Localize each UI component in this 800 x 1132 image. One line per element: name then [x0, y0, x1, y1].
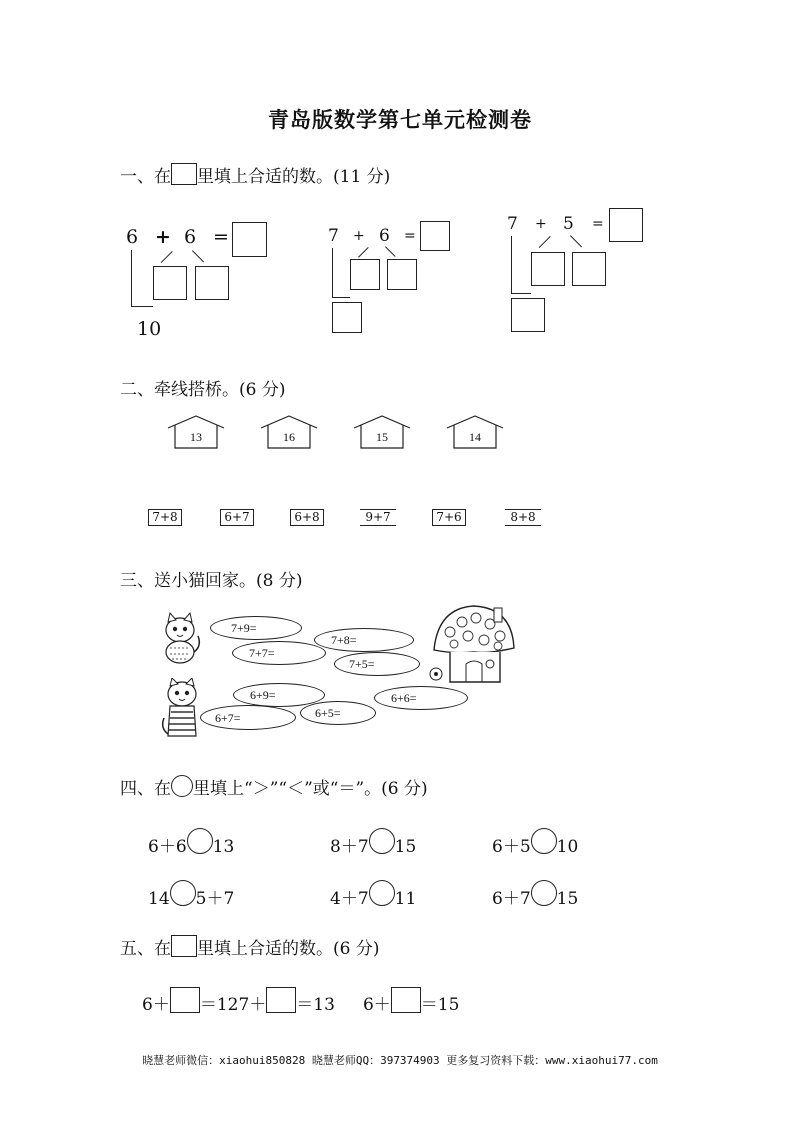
expression-card[interactable]: 7+6 [432, 509, 466, 526]
q1-1-addend-b: 6 [184, 226, 197, 248]
section-4-heading [120, 774, 428, 799]
equation-part: 7＋ [238, 995, 267, 1015]
oval-expression: 6+7= [215, 711, 241, 725]
q1-2-equals: = [404, 228, 416, 244]
q1-2-connector [332, 297, 350, 298]
section-1-suffix: 里填上合适的数。(11 分) [197, 167, 391, 187]
answer-box-symbol [171, 163, 197, 185]
house-card[interactable] [446, 414, 504, 450]
page-footer: 晓慧老师微信：xiaohui850828 晓慧老师QQ：397374903 更多复习资料下载：www.xiaohui77.com [142, 1054, 658, 1067]
mushroom-house-icon [428, 602, 518, 690]
q1-2-split-line [358, 247, 369, 258]
page-title: 青岛版数学第七单元检测卷 [268, 108, 532, 132]
compare-left: 6＋6 [148, 837, 187, 857]
equation-oval[interactable] [210, 616, 302, 640]
house-number: 15 [376, 430, 388, 444]
fill-box[interactable] [170, 987, 200, 1013]
compare-left: 6＋5 [492, 837, 531, 857]
q1-3-split-line [539, 236, 551, 248]
section-5-prefix: 五、在 [120, 939, 171, 959]
q1-2-split-line [385, 246, 396, 257]
section-4-suffix: 里填上“＞”“＜”或“＝”。(6 分) [193, 779, 428, 799]
q1-2-split-box-b[interactable] [387, 259, 417, 290]
equation-part: ＝13 [296, 995, 335, 1015]
fill-box[interactable] [266, 987, 296, 1013]
q1-1-split-line [161, 251, 173, 263]
compare-right: 11 [394, 889, 417, 909]
q1-1-sum-box[interactable] [232, 222, 267, 257]
compare-left: 14 [148, 889, 170, 909]
compare-circle[interactable] [369, 880, 395, 906]
compare-circle[interactable] [187, 828, 213, 854]
compare-item [148, 828, 234, 857]
q1-3-addend-b: 5 [563, 214, 574, 234]
equation-oval[interactable] [232, 641, 326, 665]
q1-3-connector [511, 236, 512, 294]
oval-expression: 7+5= [349, 657, 375, 671]
q1-1-equals: = [213, 226, 229, 248]
q1-2-addend-b: 6 [379, 226, 390, 246]
equation-oval[interactable] [300, 701, 376, 725]
q1-3-result-box[interactable] [511, 298, 545, 332]
oval-expression: 6+9= [250, 688, 276, 702]
q1-3-split-box-a[interactable] [531, 252, 565, 286]
compare-circle[interactable] [369, 828, 395, 854]
house-number: 14 [469, 430, 481, 444]
compare-left: 4＋7 [330, 889, 369, 909]
oval-expression: 6+6= [391, 691, 417, 705]
q1-1-addend-a: 6 [126, 226, 139, 248]
house-card[interactable] [260, 414, 318, 450]
compare-circle[interactable] [170, 880, 196, 906]
expression-card[interactable]: 9+7 [360, 509, 396, 526]
q1-3-split-line [570, 235, 582, 247]
equation-part: 6＋ [142, 995, 170, 1015]
compare-left: 6＋7 [492, 889, 531, 909]
section-3-heading: 三、送小猫回家。(8 分) [120, 571, 303, 591]
fill-box[interactable] [391, 987, 421, 1013]
section-2-heading: 二、牵线搭桥。(6 分) [120, 380, 286, 400]
compare-left: 8＋7 [330, 837, 369, 857]
expression-card[interactable]: 7+8 [148, 509, 182, 526]
section-1-heading [120, 162, 390, 187]
expression-card[interactable]: 6+7 [220, 509, 254, 526]
equation-part: ＝12 [199, 995, 239, 1015]
equation-part: 6＋ [362, 995, 391, 1015]
equation-part: ＝15 [420, 995, 460, 1015]
section-5-heading [120, 934, 379, 959]
q1-2-operator: + [353, 228, 365, 244]
q1-2-result-box[interactable] [332, 302, 362, 333]
compare-right: 15 [394, 837, 417, 857]
house-card[interactable] [353, 414, 411, 450]
compare-item [330, 828, 416, 857]
q1-3-sum-box[interactable] [609, 208, 643, 242]
expression-card[interactable]: 6+8 [290, 509, 324, 526]
oval-expression: 6+5= [315, 706, 341, 720]
compare-right: 13 [212, 837, 235, 857]
compare-circle[interactable] [531, 828, 557, 854]
q1-1-split-line [192, 250, 204, 262]
equation-oval[interactable] [200, 705, 296, 730]
q1-2-split-box-a[interactable] [350, 259, 380, 290]
compare-item [492, 880, 578, 909]
compare-right: 5＋7 [195, 889, 235, 909]
q1-1-split-box-a[interactable] [153, 266, 187, 300]
q1-1-connector [131, 306, 153, 307]
q1-2-addend-a: 7 [328, 226, 339, 246]
cat-illustration-icon [158, 612, 204, 664]
answer-circle-symbol [171, 775, 193, 797]
compare-item [148, 880, 234, 909]
equation-oval[interactable] [374, 686, 468, 710]
q1-1-operator: + [155, 226, 171, 248]
equation-oval[interactable] [334, 652, 420, 676]
section-1-prefix: 一、在 [120, 167, 171, 187]
fill-equations [142, 987, 459, 1015]
q1-3-operator: + [535, 216, 547, 232]
q1-2-connector [332, 248, 333, 298]
q1-1-connector [131, 250, 132, 307]
house-number: 16 [283, 430, 295, 444]
q1-2-sum-box[interactable] [420, 221, 450, 251]
compare-right: 15 [556, 889, 579, 909]
section-4-prefix: 四、在 [120, 779, 171, 799]
cat-illustration-icon [158, 678, 204, 740]
q1-3-addend-a: 7 [507, 214, 518, 234]
q1-1-hint: 10 [137, 318, 162, 340]
oval-expression: 7+8= [331, 633, 357, 647]
q1-3-split-box-b[interactable] [572, 252, 606, 286]
house-card[interactable] [167, 414, 225, 450]
oval-expression: 7+9= [231, 621, 257, 635]
compare-circle[interactable] [531, 880, 557, 906]
q1-3-connector [511, 293, 531, 294]
q1-1-split-box-b[interactable] [195, 266, 229, 300]
compare-right: 10 [556, 837, 579, 857]
compare-item [492, 828, 578, 857]
expression-card[interactable]: 8+8 [505, 509, 541, 526]
answer-box-symbol [171, 935, 197, 957]
section-5-suffix: 里填上合适的数。(6 分) [197, 939, 380, 959]
oval-expression: 7+7= [249, 646, 275, 660]
compare-item [330, 880, 416, 909]
house-number: 13 [190, 430, 202, 444]
equation-oval[interactable] [314, 628, 414, 652]
q1-3-equals: = [592, 216, 604, 232]
